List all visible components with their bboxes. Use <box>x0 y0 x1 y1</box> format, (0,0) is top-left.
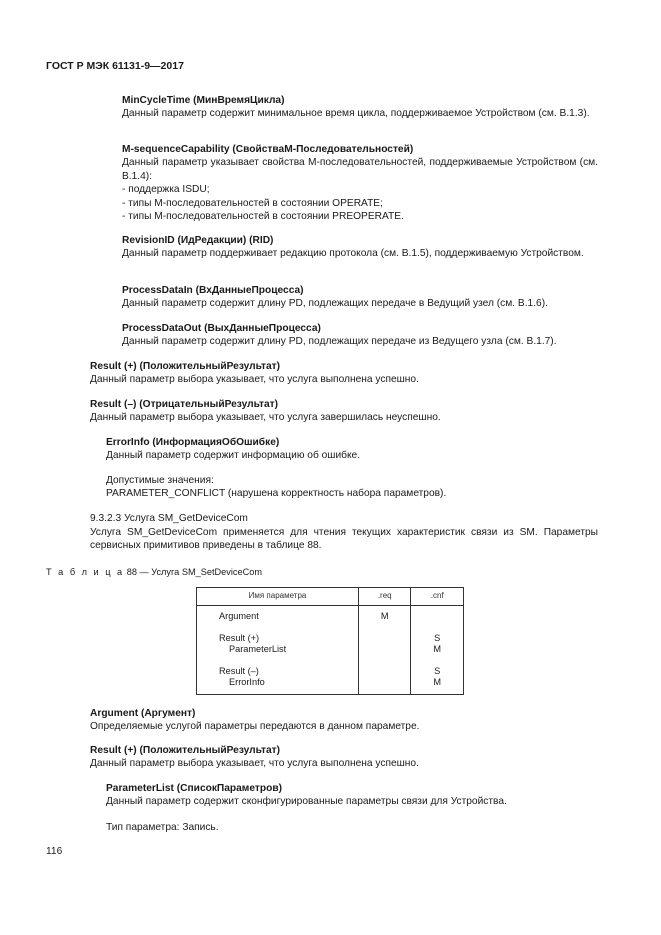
row-cnf-parameterlist: M <box>433 643 442 654</box>
row-req-result-plus <box>359 633 411 644</box>
result-minus-text: Данный параметр выбора указывает, что услуга завершилась неуспешно. <box>90 412 441 424</box>
row-name-parameterlist: ParameterList <box>229 643 287 654</box>
row-req-argument: M <box>380 610 389 621</box>
table-caption-prefix: Т а б л и ц а <box>46 567 125 577</box>
parameter-type: Тип параметра: Запись. <box>106 822 219 833</box>
clause-text-wrap <box>90 526 598 553</box>
row-cnf-argument <box>411 611 463 622</box>
req-column <box>358 605 411 694</box>
row-name-result-plus: Result (+) <box>219 632 260 643</box>
cnf-column <box>411 605 464 694</box>
revision-term: RevisionID (ИдРедакции) (RID) <box>122 235 274 246</box>
errorinfo-section <box>106 436 598 463</box>
mincycle-term: MinCycleTime (МинВремяЦикла) <box>122 95 285 106</box>
pdout-section <box>122 322 598 349</box>
result-plus-term-2: Result (+) (ПоложительныйРезультат) <box>90 745 281 756</box>
row-req-parameterlist <box>359 644 411 655</box>
page-number: 116 <box>46 846 63 857</box>
mseq-term: M-sequenceCapability (СвойстваM-Последовательностей) <box>122 144 414 155</box>
allowed-values <box>106 474 598 501</box>
result-minus-section <box>90 398 598 425</box>
header-parameter-name: Имя параметра <box>197 588 359 606</box>
mseq-section <box>122 143 598 224</box>
revision-section <box>122 234 598 261</box>
pdout-text: Данный параметр содержит длину PD, подлежащих передаче из Ведущего узла (см. B.1.7). <box>122 336 557 348</box>
document-header: ГОСТ Р МЭК 61131-9—2017 <box>46 60 184 72</box>
parameterlist-term: ParameterList (СписокПараметров) <box>106 783 282 794</box>
parameters-table <box>196 587 464 695</box>
parameterlist-section <box>106 782 598 809</box>
mincycle-section <box>122 94 598 121</box>
row-name-errorinfo: ErrorInfo <box>229 676 265 687</box>
parameterlist-text: Данный параметр содержит сконфигурированные параметры связи для Устройства. <box>106 796 507 808</box>
mincycle-text: Данный параметр содержит минимальное время цикла, поддерживаемое Устройством (см. B.1.3). <box>122 108 590 120</box>
row-name-result-minus: Result (–) <box>219 665 259 676</box>
errorinfo-term: ErrorInfo (ИнформацияОбОшибке) <box>106 437 280 448</box>
errorinfo-text: Данный параметр содержит информацию об ошибке. <box>106 450 361 462</box>
row-name-argument: Argument <box>219 610 259 621</box>
mseq-item: - поддержка ISDU; <box>122 184 210 196</box>
result-plus-section-2 <box>90 744 598 771</box>
pdin-text: Данный параметр содержит длину PD, подлежащих передаче в Ведущий узел (см. B.1.6). <box>122 298 548 310</box>
pdout-term: ProcessDataOut (ВыхДанныеПроцесса) <box>122 323 321 334</box>
result-plus-text: Данный параметр выбора указывает, что услуга выполнена успешно. <box>90 374 419 386</box>
row-cnf-result-minus: S <box>434 665 441 676</box>
allowed-label: Допустимые значения: <box>106 475 214 486</box>
row-req-result-minus <box>359 666 411 677</box>
table-header-row <box>197 588 464 606</box>
argument-section <box>90 707 598 734</box>
result-plus-text-2: Данный параметр выбора указывает, что услуга выполнена успешно. <box>90 758 419 770</box>
table-caption-title: 88 — Услуга SM_SetDeviceCom <box>124 567 262 577</box>
row-req-errorinfo <box>359 677 411 688</box>
name-column <box>197 605 359 694</box>
argument-text: Определяемые услугой параметры передаются в данном параметре. <box>90 721 420 733</box>
header-cnf: .cnf <box>411 588 464 606</box>
mseq-text: Данный параметр указывает свойства M-последовательностей, поддерживаемые Устройством (см. B.1.4): <box>122 157 598 182</box>
result-plus-section <box>90 360 598 387</box>
table-body-row <box>197 605 464 694</box>
pdin-term: ProcessDataIn (ВхДанныеПроцесса) <box>122 285 304 296</box>
mseq-item: - типы M-последовательностей в состоянии PREOPERATE. <box>122 211 404 223</box>
table-caption <box>46 566 262 578</box>
row-cnf-errorinfo: M <box>433 676 442 687</box>
row-cnf-result-plus: S <box>434 632 441 643</box>
mseq-item: - типы M-последовательностей в состоянии OPERATE; <box>122 197 383 209</box>
clause-text: Услуга SM_GetDeviceCom применяется для чтения текущих характеристик связи из SM. Параметры сервисных примитивов приведены в таблице 88. <box>90 527 598 552</box>
result-minus-term: Result (–) (ОтрицательныйРезультат) <box>90 399 279 410</box>
result-plus-term: Result (+) (ПоложительныйРезультат) <box>90 361 281 372</box>
argument-term: Argument (Аргумент) <box>90 708 196 719</box>
allowed-value: PARAMETER_CONFLICT (нарушена корректность набора параметров). <box>106 488 447 500</box>
clause-heading: 9.3.2.3 Услуга SM_GetDeviceCom <box>90 513 248 524</box>
pdin-section <box>122 284 598 311</box>
revision-text: Данный параметр поддерживает редакцию протокола (см. B.1.5), поддерживаемую Устройством. <box>122 248 584 260</box>
header-req: .req <box>358 588 411 606</box>
